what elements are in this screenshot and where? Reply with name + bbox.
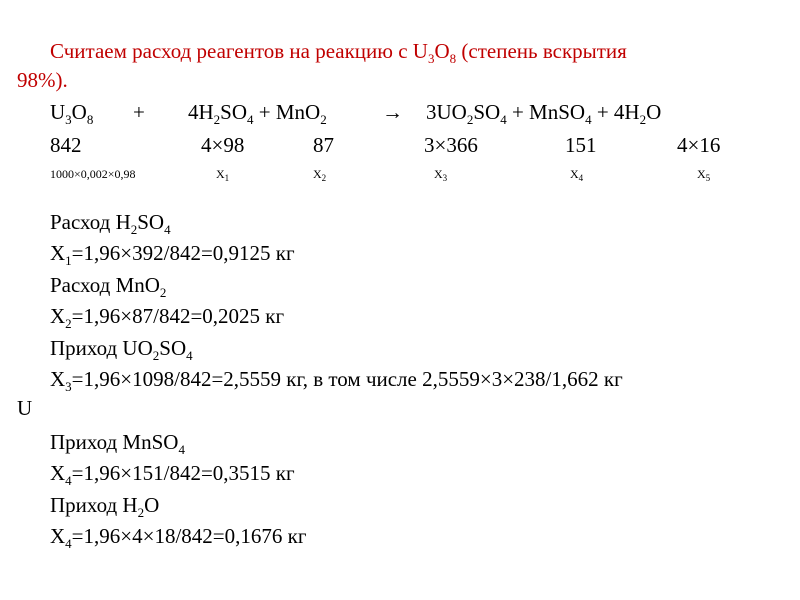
- calc-h4-sub: 4: [178, 442, 185, 457]
- mass-value-5: 151: [565, 133, 597, 157]
- eq-so-sub: 4: [247, 112, 254, 127]
- calc-h2-text: Расход MnO: [50, 273, 160, 297]
- mass-mnso4: [565, 133, 597, 157]
- eq-4h-sub: 2: [213, 112, 221, 127]
- eq-mnso-sub: 4: [585, 112, 592, 127]
- calc-x3-unit: U: [17, 396, 33, 420]
- unknown-x5-sub: 5: [705, 173, 711, 183]
- eq-mnso: + MnSO: [506, 100, 586, 124]
- calc-h5-text2: O: [144, 493, 160, 517]
- calc-heading-mno2: [50, 273, 167, 300]
- unknown-x3: [434, 162, 447, 186]
- calc-h1-text: Расход H: [50, 210, 131, 234]
- heading-text-3: (степень вскрытия: [456, 39, 627, 63]
- eq-plus-sign: +: [133, 100, 145, 124]
- calc-x4-letter: X: [50, 461, 66, 485]
- calc-x1-formula: =1,96×392/842=0,9125 кг: [71, 241, 295, 265]
- calc-h5-sub: 2: [137, 505, 145, 520]
- calc-x5-sub: 4: [65, 536, 72, 551]
- eq-so2: SO: [473, 100, 501, 124]
- unknown-x2-sub: 2: [321, 173, 327, 183]
- calc-h3-text: Приход UO: [50, 336, 153, 360]
- mass-h2so4: [201, 133, 244, 157]
- eq-4h2-sub: 2: [639, 112, 647, 127]
- calc-heading-mnso4: [50, 430, 185, 457]
- unknown-x4: [570, 162, 583, 186]
- calc-x4-formula: =1,96×151/842=0,3515 кг: [71, 461, 295, 485]
- heading-text-4: 98%).: [17, 68, 68, 92]
- calc-h3-sub1: 2: [152, 348, 160, 363]
- unknown-x1-letter: X: [216, 167, 225, 181]
- calc-heading-h2o: [50, 493, 160, 520]
- calc-x3-letter: X: [50, 367, 66, 391]
- heading-text-2: O: [434, 39, 450, 63]
- eq-4h2: + 4H: [591, 100, 640, 124]
- given-mass: [50, 162, 136, 186]
- unknown-x4-sub: 4: [578, 173, 584, 183]
- calc-x2-letter: X: [50, 304, 66, 328]
- eq-u-sub: 3: [65, 112, 72, 127]
- calc-x4-sub: 4: [65, 473, 72, 488]
- eq-3uo-sub: 2: [466, 112, 474, 127]
- eq-o-sub: 8: [86, 112, 94, 127]
- eq-so: SO: [220, 100, 248, 124]
- mass-h2o: [677, 133, 720, 157]
- calc-x4: [50, 461, 295, 488]
- calc-h5-text: Приход H: [50, 493, 138, 517]
- unknown-x5-letter: X: [697, 167, 706, 181]
- calc-x3-sub: 3: [65, 379, 72, 394]
- mass-value-1: 842: [50, 133, 82, 157]
- calc-x2-sub: 2: [65, 316, 72, 331]
- heading-line-1: [50, 39, 627, 66]
- calc-h1-sub2: 4: [164, 222, 171, 237]
- unknown-x3-letter: X: [434, 167, 443, 181]
- heading-text-1: Считаем расход реагентов на реакцию с U: [50, 39, 428, 63]
- mass-value-6: 4×16: [677, 133, 721, 157]
- calc-x1: [50, 241, 295, 268]
- eq-3uo: 3UO: [426, 100, 467, 124]
- unknown-x4-letter: X: [570, 167, 579, 181]
- calc-heading-h2so4: [50, 210, 171, 237]
- heading-sub-1: 3: [427, 51, 435, 66]
- calc-x5: [50, 524, 307, 551]
- calc-h2-sub: 2: [159, 285, 167, 300]
- mass-value-4: 3×366: [424, 133, 478, 157]
- calc-x1-letter: X: [50, 241, 66, 265]
- eq-mno-sub: 2: [320, 112, 327, 127]
- calc-x2-formula: =1,96×87/842=0,2025 кг: [71, 304, 285, 328]
- heading-line-2: [17, 68, 68, 92]
- eq-so2-sub: 4: [500, 112, 507, 127]
- eq-mno: + MnO: [253, 100, 321, 124]
- calc-x5-letter: X: [50, 524, 66, 548]
- eq-o2: O: [646, 100, 662, 124]
- unknown-x2: [313, 162, 326, 186]
- eq-4h: 4H: [188, 100, 214, 124]
- equation-reactant-u3o8: [50, 100, 94, 127]
- unknown-x1-sub: 1: [224, 173, 230, 183]
- unknown-x3-sub: 3: [442, 173, 448, 183]
- reaction-arrow-icon: →: [382, 100, 403, 124]
- equation-arrow: [382, 100, 403, 124]
- calc-h3-sub2: 4: [186, 348, 193, 363]
- equation-plus: [133, 100, 145, 124]
- eq-u: U: [50, 100, 66, 124]
- calc-x3-formula: =1,96×1098/842=2,5559 кг, в том числе 2,5559×3×238/1,662 кг: [71, 367, 623, 391]
- equation-products: [426, 100, 662, 127]
- mass-value-3: 87: [313, 133, 334, 157]
- unknown-x5: [697, 162, 710, 186]
- mass-mno2: [313, 133, 334, 157]
- calc-x3-continuation: [17, 396, 32, 420]
- heading-sub-2: 8: [449, 51, 457, 66]
- given-mass-value: 1000×0,002×0,98: [50, 167, 136, 181]
- calc-h1-sub1: 2: [130, 222, 138, 237]
- calc-x2: [50, 304, 285, 331]
- calc-x5-formula: =1,96×4×18/842=0,1676 кг: [71, 524, 307, 548]
- mass-value-2: 4×98: [201, 133, 245, 157]
- calc-x3: [50, 367, 623, 394]
- calc-h4-text: Приход MnSO: [50, 430, 179, 454]
- unknown-x2-letter: X: [313, 167, 322, 181]
- equation-reactants-rest: [188, 100, 327, 127]
- mass-uo2so4: [424, 133, 478, 157]
- mass-u3o8: [50, 133, 82, 157]
- calc-h3-text2: SO: [159, 336, 187, 360]
- unknown-x1: [216, 162, 229, 186]
- calc-x1-sub: 1: [65, 253, 72, 268]
- eq-o: O: [71, 100, 87, 124]
- calc-h1-text2: SO: [137, 210, 165, 234]
- calc-heading-uo2so4: [50, 336, 193, 363]
